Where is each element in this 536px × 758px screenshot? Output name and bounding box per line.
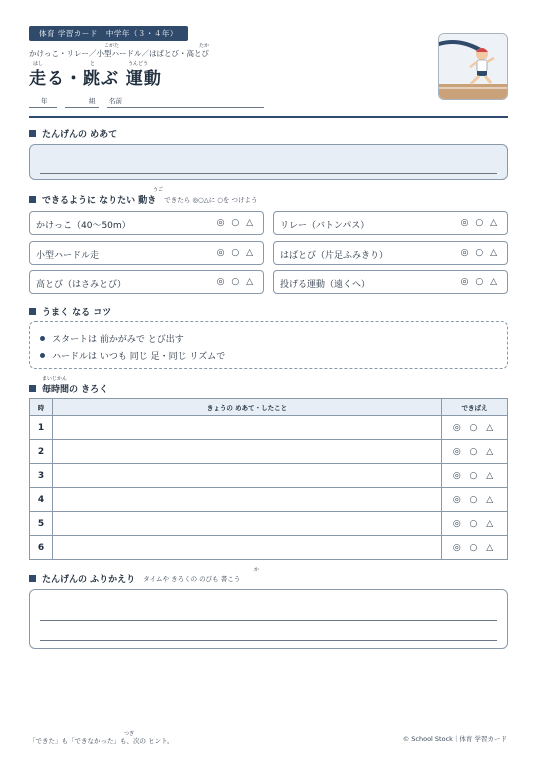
- rating-marks[interactable]: ◎ ○ △: [216, 218, 255, 228]
- skill-relay[interactable]: [273, 211, 508, 235]
- log-heading: [29, 382, 108, 395]
- tip-text: スタートは 前かがみで とび出す: [52, 335, 184, 345]
- lesson-number: 5: [30, 512, 53, 536]
- reflection-line: [40, 620, 497, 621]
- tips-heading-text: うまく なる コツ: [42, 308, 112, 318]
- rating-marks[interactable]: ◎ ○ △: [442, 488, 508, 512]
- year-label: 年: [41, 97, 48, 105]
- furigana-to: と: [90, 61, 96, 67]
- col-lesson: 時: [30, 399, 53, 416]
- notes-cell[interactable]: [53, 536, 442, 560]
- section-square-icon: [29, 308, 36, 315]
- skills-note: できたら ◎○△に ○を つけよう: [164, 196, 258, 204]
- rating-marks[interactable]: ◎ ○ △: [442, 440, 508, 464]
- rating-marks[interactable]: ◎ ○ △: [442, 416, 508, 440]
- year-line[interactable]: [29, 107, 57, 108]
- col-notes: きょうの めあて・したこと: [53, 399, 442, 416]
- tips-heading: [29, 305, 111, 318]
- skill-label: 高とび（はさみとび）: [36, 280, 127, 290]
- table-row: [30, 464, 508, 488]
- bullet-icon: [40, 353, 45, 358]
- class-label: 組: [89, 97, 96, 105]
- skill-high-jump[interactable]: [29, 270, 264, 294]
- rating-marks[interactable]: ◎ ○ △: [442, 512, 508, 536]
- rating-marks[interactable]: ◎ ○ △: [216, 248, 255, 258]
- furigana-maijikan: まいじかん: [42, 376, 68, 382]
- lesson-number: 3: [30, 464, 53, 488]
- table-row: [30, 536, 508, 560]
- class-line[interactable]: [65, 107, 99, 108]
- lesson-log-table: [29, 398, 508, 560]
- skill-long-jump[interactable]: [273, 241, 508, 265]
- table-row: [30, 440, 508, 464]
- section-square-icon: [29, 575, 36, 582]
- furigana-hashi: はし: [33, 61, 44, 67]
- runner-icon: [439, 34, 508, 100]
- furigana-undou: うんどう: [128, 61, 149, 67]
- skill-kakekko[interactable]: [29, 211, 264, 235]
- table-row: [30, 416, 508, 440]
- section-square-icon: [29, 385, 36, 392]
- rating-marks[interactable]: ◎ ○ △: [442, 464, 508, 488]
- rating-marks[interactable]: ◎ ○ △: [460, 248, 499, 258]
- reflection-line: [40, 640, 497, 641]
- running-student-illustration: [438, 33, 508, 100]
- tip-item: [40, 349, 225, 362]
- skill-label: かけっこ（40〜50m）: [36, 221, 131, 231]
- furigana-kogata: こがた: [104, 43, 120, 49]
- notes-cell[interactable]: [53, 464, 442, 488]
- name-label: 名前: [109, 97, 122, 105]
- rating-marks[interactable]: ◎ ○ △: [442, 536, 508, 560]
- tip-item: [40, 332, 184, 345]
- lesson-number: 4: [30, 488, 53, 512]
- reflection-note: タイムや きろくの のびも 書こう: [143, 575, 241, 583]
- name-fields: [29, 96, 264, 108]
- rating-marks[interactable]: ◎ ○ △: [460, 277, 499, 287]
- skill-label: 小型ハードル走: [36, 251, 100, 261]
- footer-copyright: © School Stock｜体育 学習カード: [402, 735, 507, 743]
- skill-label: リレー（バトンパス）: [280, 221, 370, 231]
- bullet-icon: [40, 336, 45, 341]
- col-rating: できばえ: [442, 399, 508, 416]
- furigana-ugo: うご: [153, 187, 164, 193]
- goal-heading-text: たんげんの めあて: [42, 130, 118, 140]
- rating-marks[interactable]: ◎ ○ △: [460, 218, 499, 228]
- furigana-taka: たか: [199, 43, 210, 49]
- section-square-icon: [29, 130, 36, 137]
- table-header-row: [30, 399, 508, 416]
- skills-heading-text: できるように なりたい 動き: [42, 196, 157, 206]
- tip-text: ハードルは いつも 同じ 足・同じ リズムで: [52, 352, 226, 362]
- notes-cell[interactable]: [53, 416, 442, 440]
- notes-cell[interactable]: [53, 512, 442, 536]
- reflection-writing-box[interactable]: [29, 589, 508, 649]
- table-row: [30, 512, 508, 536]
- goal-heading: [29, 127, 117, 140]
- skill-label: 投げる運動（遠くへ）: [280, 280, 371, 290]
- lesson-number: 2: [30, 440, 53, 464]
- lesson-number: 6: [30, 536, 53, 560]
- skill-throwing[interactable]: [273, 270, 508, 294]
- skill-label: はばとび（片足ふみきり）: [280, 251, 389, 261]
- notes-cell[interactable]: [53, 488, 442, 512]
- name-line[interactable]: [107, 107, 264, 108]
- header-divider: [29, 116, 508, 118]
- grade-badge: 体育 学習カード 中学年（３・４年）: [29, 26, 188, 41]
- page-title: 走る・跳ぶ 運動: [29, 69, 162, 89]
- furigana-ka: か: [254, 567, 260, 573]
- reflection-heading: [29, 572, 240, 585]
- skills-heading: [29, 193, 258, 206]
- goal-line: [40, 173, 497, 174]
- log-heading-text: 毎時間の きろく: [42, 385, 109, 395]
- skill-hurdle[interactable]: [29, 241, 264, 265]
- section-square-icon: [29, 196, 36, 203]
- footer-hint: 「できた」も「できなかった」も、次の ヒント。: [29, 737, 174, 745]
- tips-box: [29, 321, 508, 369]
- event-list: かけっこ・リレー／小型ハードル／はばとび・高とび: [29, 49, 209, 58]
- notes-cell[interactable]: [53, 440, 442, 464]
- table-row: [30, 488, 508, 512]
- lesson-number: 1: [30, 416, 53, 440]
- furigana-tsugi: つぎ: [124, 731, 135, 737]
- goal-writing-box[interactable]: [29, 144, 508, 180]
- reflection-heading-text: たんげんの ふりかえり: [42, 575, 136, 585]
- rating-marks[interactable]: ◎ ○ △: [216, 277, 255, 287]
